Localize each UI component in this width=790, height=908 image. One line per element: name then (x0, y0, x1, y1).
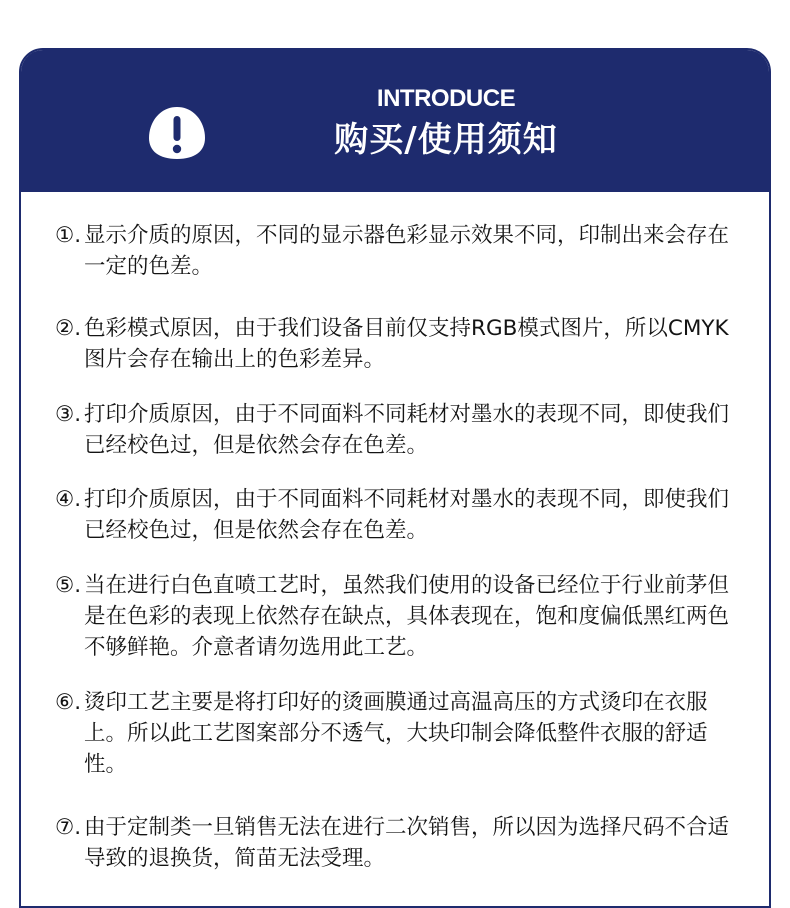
item-text: 显示介质的原因，不同的显示器色彩显示效果不同，印制出来会存在一定的色差。 (84, 223, 730, 279)
item-text: 烫印工艺主要是将打印好的烫画膜通过高温高压的方式烫印在衣服上。所以此工艺图案部分不透气，大块印制会降低整件衣服的舒适性。 (84, 690, 708, 777)
notice-card (19, 48, 771, 908)
item-text: 打印介质原因，由于不同面料不同耗材对墨水的表现不同，即使我们已经校色过，但是依然会存在色差。 (84, 402, 730, 458)
item-text: 由于定制类一旦销售无法在进行二次销售，所以因为选择尺码不合适导致的退换货，简苗无法受理。 (84, 815, 730, 871)
header-title-en: INTRODUCE (376, 85, 516, 112)
item-number: ⑤. (55, 573, 82, 598)
item-text: 色彩模式原因，由于我们设备目前仅支持RGB模式图片，所以CMYK 图片会存在输出上的色彩差异。 (84, 316, 729, 372)
item-text: 打印介质原因，由于不同面料不同耗材对墨水的表现不同，即使我们已经校色过，但是依然会存在色差。 (84, 487, 730, 543)
notice-item-1 (55, 220, 745, 282)
item-number: ⑦. (55, 815, 82, 840)
item-number: ③. (55, 402, 82, 427)
item-text: 当在进行白色直喷工艺时，虽然我们使用的设备已经位于行业前茅但是在色彩的表现上依然存在缺点，具体表现在，饱和度偏低黑红两色不够鲜艳。介意者请勿选用此工艺。 (84, 573, 730, 660)
notice-header (21, 50, 769, 192)
notice-item-2 (55, 313, 745, 375)
item-number: ①. (55, 223, 82, 248)
item-number: ②. (55, 316, 82, 341)
item-number: ⑥. (55, 690, 82, 715)
item-number: ④. (55, 487, 82, 512)
notice-item-7 (55, 812, 745, 874)
exclamation-icon (148, 105, 206, 161)
header-title-zh: 购买/使用须知 (334, 120, 558, 160)
notice-item-3 (55, 399, 745, 461)
notice-item-6 (55, 687, 745, 780)
notice-item-4 (55, 484, 745, 546)
notice-item-5 (55, 570, 745, 663)
